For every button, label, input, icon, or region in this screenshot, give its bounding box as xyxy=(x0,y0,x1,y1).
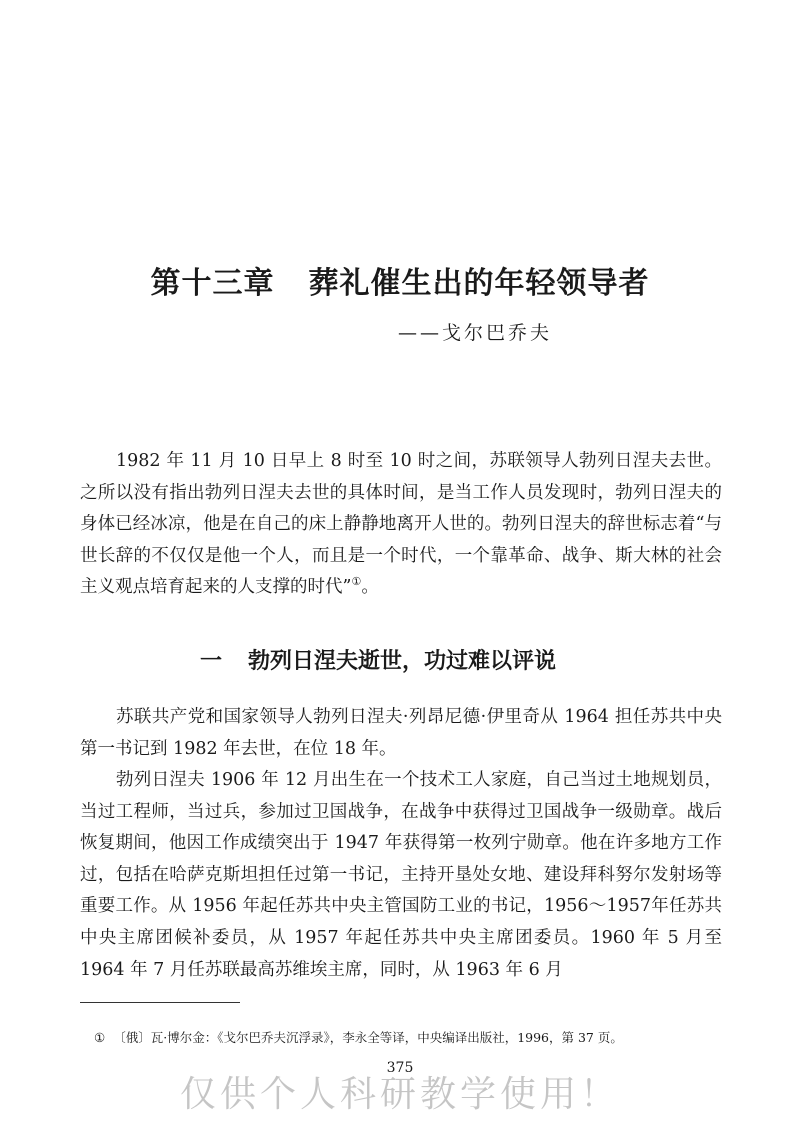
intro-paragraph-text: 1982 年 11 月 10 日早上 8 时至 10 时之间，苏联领导人勃列日涅夫去世。之所以没有指出勃列日涅夫去世的具体时间，是当工作人员发现时，勃列日涅夫的身体已经冰凉，他是在自己的床上静静地离开人世的。勃列日涅夫的辞世标志着“与世长辞的不仅仅是他一个人，而且是一个时代，一个靠革命、战争、斯大林的社会主义观点培育起来的人支撑的时代” xyxy=(80,451,722,598)
section-number: 一 xyxy=(200,648,223,674)
watermark: 仅供个人科研教学使用！ xyxy=(179,1074,620,1115)
body-paragraph: 苏联共产党和国家领导人勃列日涅夫·列昂尼德·伊里奇从 1964 担任苏共中央第一书记到 1982 年去世，在位 18 年。 xyxy=(80,707,722,759)
chapter-title xyxy=(0,258,800,302)
footnote-text: 〔俄〕瓦·博尔金：《戈尔巴乔夫沉浮录》，李永全等译，中央编译出版社，1996，第 37 页。 xyxy=(113,1030,623,1045)
chapter-name: 葬礼催生出的年轻领导者 xyxy=(308,266,650,301)
section-title: 勃列日涅夫逝世，功过难以评说 xyxy=(248,648,557,674)
page-number: 375 xyxy=(386,1060,414,1076)
intro-paragraph-ending: 。 xyxy=(361,577,379,598)
body-paragraph: 勃列日涅夫 1906 年 12 月出生在一个技术工人家庭，自己当过土地规划员，当过工程师，当过兵，参加过卫国战争，在战争中获得过卫国战争一级勋章。战后恢复期间，他因工作成绩突出于 1947 年获得第一枚列宁勋章。他在许多地方工作过，包括在哈萨克斯坦担任过第一书记，主持开垦处女地、建设拜科努尔发射场等重要工作。从 1956 年起任苏共中央主管国防工业的书记，1956～1957年任苏共中央主席团候补委员，从 1957 年起任苏共中央主席团委员。1960 年 5 月至 1964 年 7 月任苏联最高苏维埃主席，同时，从 1963 年 6 月 xyxy=(80,770,722,980)
intro-paragraph xyxy=(80,446,722,604)
footnote xyxy=(94,1028,623,1046)
footnote-marker: ① xyxy=(94,1030,106,1045)
section-heading xyxy=(200,644,556,675)
footnote-reference: ① xyxy=(351,575,362,589)
chapter-subtitle: ——戈尔巴乔夫 xyxy=(398,322,553,344)
footnote-divider xyxy=(80,1002,240,1003)
chapter-number: 第十三章 xyxy=(150,266,275,301)
